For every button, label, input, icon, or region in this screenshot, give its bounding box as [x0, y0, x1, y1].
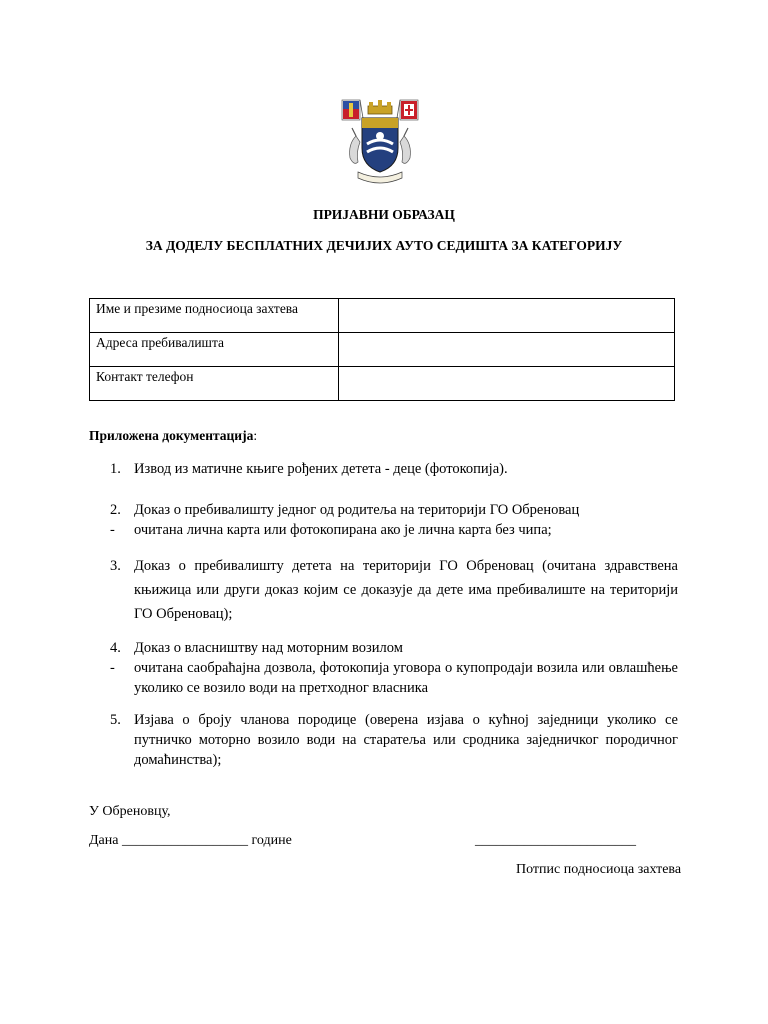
- address-label: Адреса пребивалишта: [90, 333, 339, 367]
- list-item-text: Извод из матичне књиге рођених детета - деце (фотокопија).: [134, 461, 508, 477]
- signature-caption: Потпис подносиоца захтева: [516, 862, 682, 877]
- signature-line[interactable]: _______________________: [475, 833, 636, 848]
- table-row: [90, 299, 675, 333]
- list-item-text: Доказ о пребивалишту детета на територији ГО Обреновац (очитана здравствена књижица или други доказ којим се доказује да дете има пребивалиште на територији ГО Обреновац);: [134, 558, 678, 622]
- list-item-number: 5.: [110, 712, 121, 728]
- list-item: [110, 459, 678, 479]
- date-field[interactable]: Дана __________________ године: [89, 833, 292, 848]
- list-item: [110, 638, 678, 698]
- coat-of-arms-icon: [334, 96, 426, 188]
- table-row: [90, 333, 675, 367]
- list-item-number: 3.: [110, 558, 121, 574]
- form-subtitle: ЗА ДОДЕЛУ БЕСПЛАТНИХ ДЕЧИЈИХ АУТО СЕДИШТА ЗА КАТЕГОРИЈУ: [145, 238, 623, 253]
- list-item: [110, 710, 678, 770]
- list-item-dash: -: [110, 660, 115, 676]
- list-item-number: 4.: [110, 640, 121, 656]
- phone-label: Контакт телефон: [90, 367, 339, 401]
- list-item: [110, 554, 678, 626]
- list-item-number: 2.: [110, 502, 121, 518]
- documents-heading-colon: :: [253, 428, 258, 443]
- list-item-subtext: очитана лична карта или фотокопирана ако је лична карта без чипа;: [134, 522, 552, 538]
- applicant-info-table: [89, 298, 675, 401]
- list-item: [110, 500, 678, 540]
- table-row: [90, 367, 675, 401]
- place-text: У Обреновцу,: [89, 804, 171, 819]
- phone-field[interactable]: [339, 367, 675, 401]
- name-label: Име и презиме подносиоца захтева: [90, 299, 339, 333]
- name-field[interactable]: [339, 299, 675, 333]
- list-item-text: Изјава о броју чланова породице (оверена изјава о кућној заједници уколико се путничко моторно возило води на старатеља или сродника заједничког породичног домаћинства);: [134, 712, 678, 768]
- list-item-subtext: очитана саобраћајна дозвола, фотокопија уговора о купопродаји возила или овлашћење уколико се возило води на претходног власника: [134, 660, 678, 696]
- list-item-number: 1.: [110, 461, 121, 477]
- list-item-text: Доказ о власништву над моторним возилом: [134, 640, 403, 656]
- address-field[interactable]: [339, 333, 675, 367]
- documents-heading: [89, 428, 257, 444]
- list-item-text: Доказ о пребивалишту једног од родитеља на територији ГО Обреновац: [134, 502, 580, 518]
- documents-heading-label: Приложена документација: [89, 428, 254, 443]
- list-item-dash: -: [110, 522, 115, 538]
- form-title: ПРИЈАВНИ ОБРАЗАЦ: [313, 207, 455, 222]
